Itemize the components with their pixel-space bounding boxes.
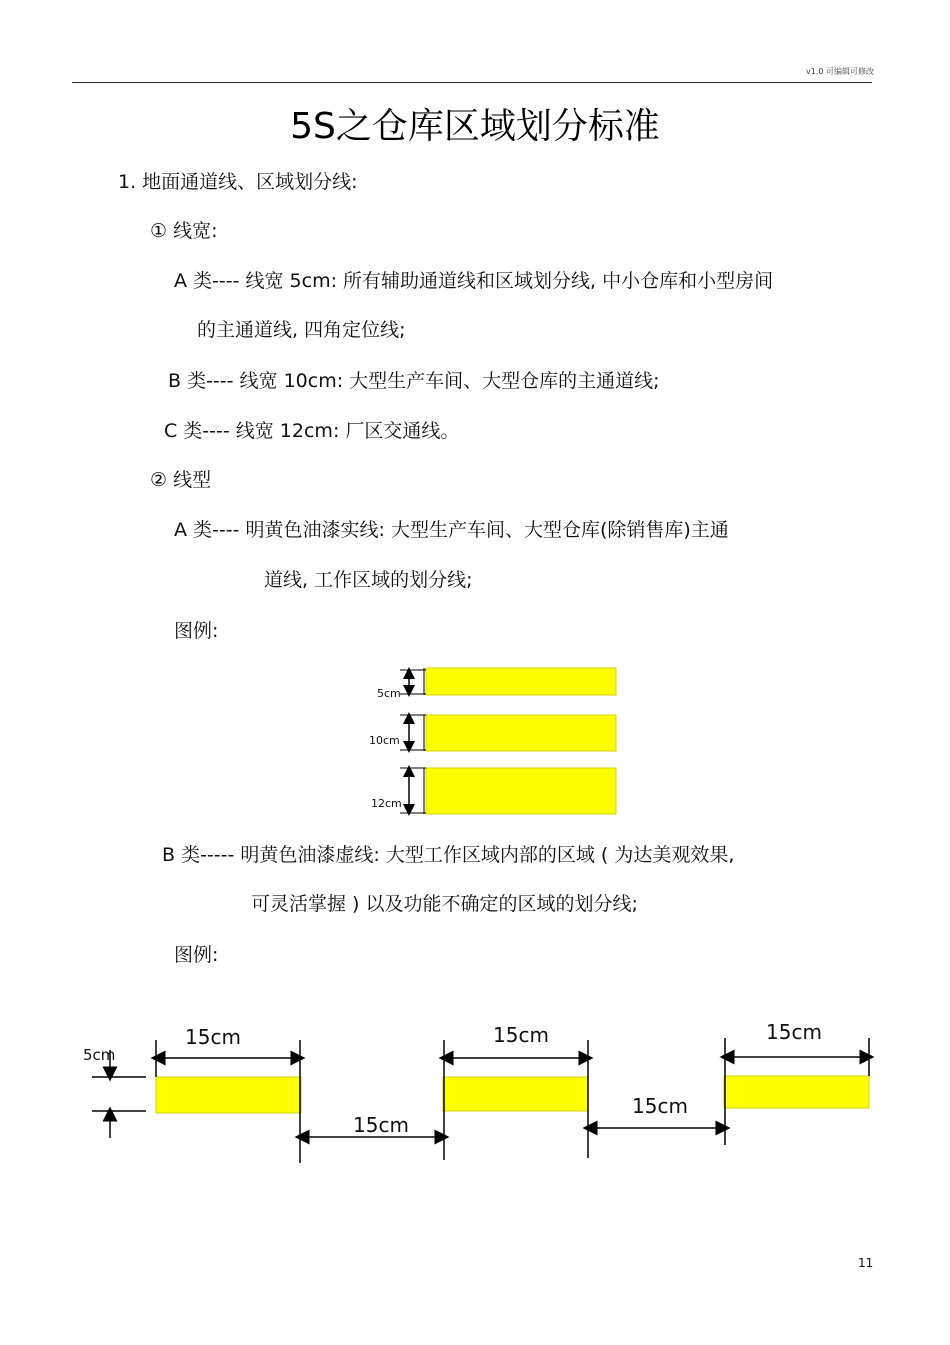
dash-segment-3: [724, 1076, 869, 1108]
dashed-segment-label-2: 15cm: [493, 1023, 549, 1047]
subheading-line-type: ② 线型: [150, 469, 212, 491]
header-version-note: v1.0 可编辑可修改: [806, 67, 874, 76]
solid-label-5cm: 5cm: [377, 687, 401, 700]
document-title: 5S之仓库区域划分标准: [290, 106, 660, 147]
width-class-a-line1: A 类---- 线宽 5cm: 所有辅助通道线和区域划分线, 中小仓库和小型房间: [174, 270, 774, 292]
dash-segment-1: [156, 1077, 301, 1113]
width-class-c: C 类---- 线宽 12cm: 厂区交通线。: [164, 420, 460, 442]
width-class-a-line2: 的主通道线, 四角定位线;: [197, 319, 406, 341]
section-1-heading: 1. 地面通道线、区域划分线:: [118, 171, 358, 193]
type-class-a-line2: 道线, 工作区域的划分线;: [264, 569, 473, 591]
dashed-height-label: 5cm: [83, 1046, 116, 1064]
solid-label-10cm: 10cm: [369, 734, 400, 747]
legend-label-dashed: 图例:: [174, 944, 219, 966]
dash-segment-2: [443, 1077, 588, 1111]
dashed-segment-label-3: 15cm: [766, 1020, 822, 1044]
dashed-segment-label-1: 15cm: [185, 1025, 241, 1049]
page-number: 11: [858, 1256, 874, 1270]
dashed-gap-label-2: 15cm: [632, 1094, 688, 1118]
legend-label-solid: 图例:: [174, 620, 219, 642]
dashed-gap-label-1: 15cm: [353, 1113, 409, 1137]
subheading-line-width: ① 线宽:: [150, 220, 218, 242]
width-class-b: B 类---- 线宽 10cm: 大型生产车间、大型仓库的主通道线;: [168, 370, 660, 392]
type-class-b-line2: 可灵活掌握 ) 以及功能不确定的区域的划分线;: [251, 893, 638, 915]
type-class-b-line1: B 类----- 明黄色油漆虚线: 大型工作区域内部的区域 ( 为达美观效果,: [162, 844, 735, 866]
type-class-a-line1: A 类---- 明黄色油漆实线: 大型生产车间、大型仓库(除销售库)主通: [174, 519, 729, 541]
solid-label-12cm: 12cm: [371, 797, 402, 810]
